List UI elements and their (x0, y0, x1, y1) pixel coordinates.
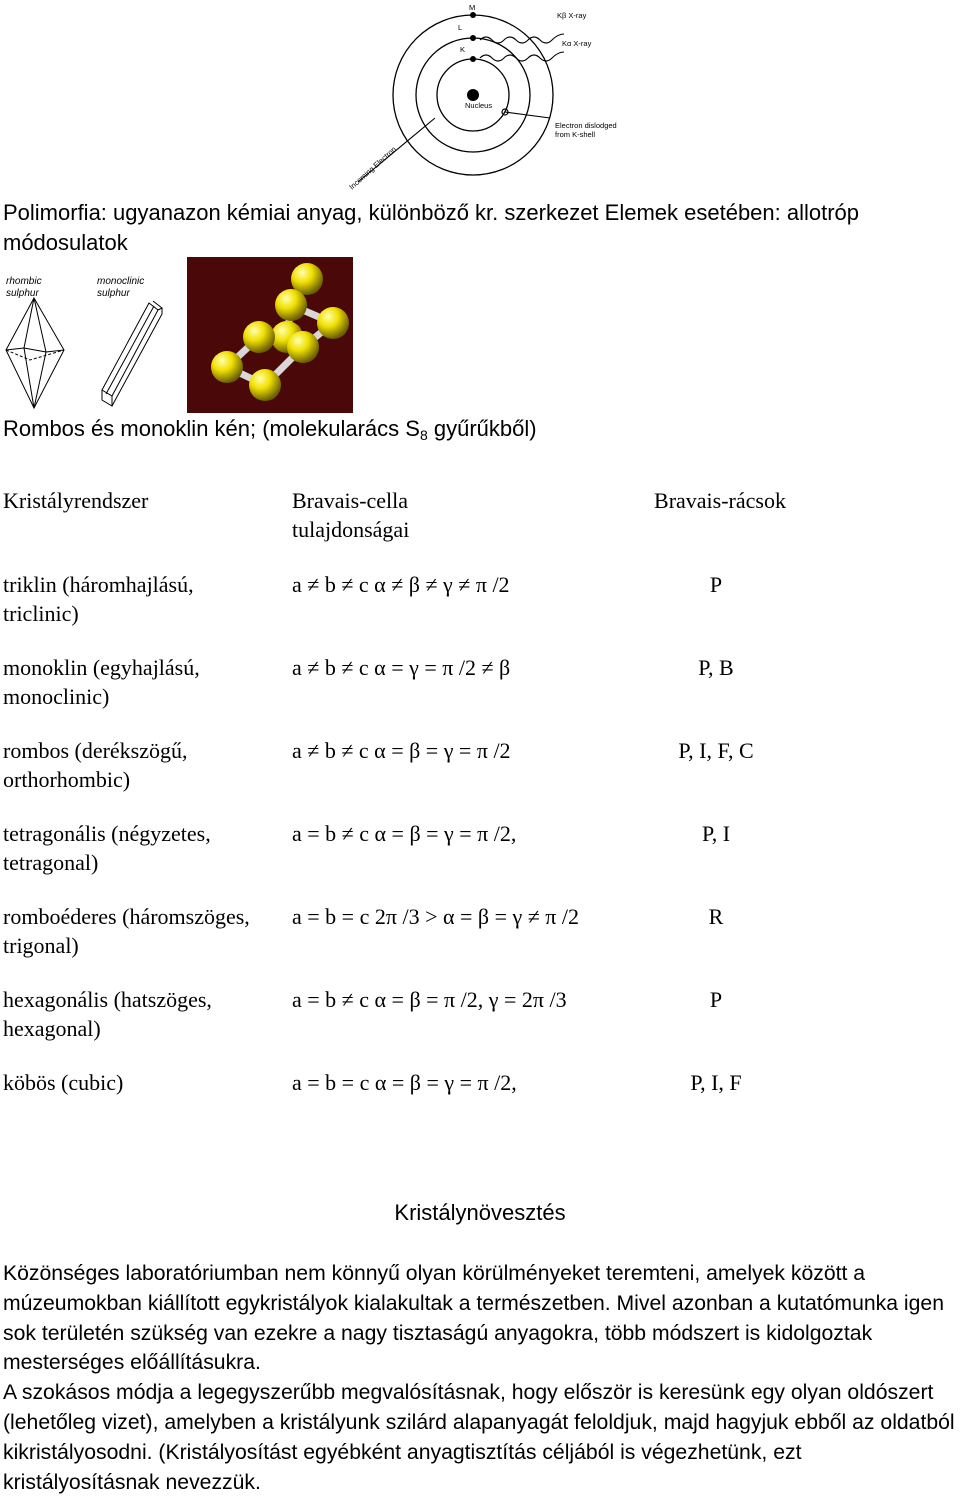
growth-paragraph-2: A szokásos módja a legegyszerűbb megvalósításnak, hogy először is keresünk egy olyan oldószert (lehetőleg vizet), amelyben a kristályunk szilárd alapanyagát feloldjuk, majd hagyjuk ebből az oldatból kikristályosodni. (Kristályosítást egyébként anyagtisztítás céljából is végezhetünk, ezt kristályosításnak nevezzük. (3, 1381, 955, 1494)
label-monoclinic-sulphur: sulphur (97, 288, 130, 299)
s8-molecule-image (187, 257, 353, 413)
ka-xray-wave (480, 52, 564, 61)
row-cell-trigonal: a = b = c 2π /3 > α = β = γ ≠ π /2 (292, 904, 580, 929)
row-system-trigonal: romboéderes (háromszöges, trigonal) (3, 904, 250, 958)
caption-text: Rombos és monoklin kén; (molekularács S (3, 416, 420, 441)
label-incoming-electron: Incoming Electron (347, 144, 398, 192)
row-lattice-tetragonal: P, I (701, 821, 731, 846)
growth-paragraph-1: Közönséges laboratóriumban nem könnyű olyan körülményeket teremteni, amelyek között a múzeumokban kiállított egykristályok kialakultak a természetben. Mivel azonban a kutatómunka igen sok területén szükség van ezekre a nagy tisztaságú anyagokra, több módszert is kidolgoztak mesterséges előállításukra. (3, 1262, 944, 1375)
label-monoclinic: monoclinic (97, 276, 145, 287)
label-rhombic: rhombic (6, 276, 42, 287)
sulphur-caption (3, 414, 537, 444)
row-cell-orthorhombic: a ≠ b ≠ c α = β = γ = π /2 (292, 738, 511, 763)
header-crystal-system: Kristályrendszer (3, 488, 149, 513)
polymorphism-intro: Polimorfia: ugyanazon kémiai anyag, különböző kr. szerkezet Elemek esetében: allotróp módosulatok (3, 200, 860, 255)
row-lattice-monoclinic: P, B (698, 655, 734, 680)
label-m: M (469, 3, 476, 12)
row-lattice-hexagonal: P (709, 987, 723, 1012)
row-cell-monoclinic: a ≠ b ≠ c α = γ = π /2 ≠ β (292, 655, 511, 680)
label-l: L (458, 23, 463, 32)
electron-k (470, 56, 476, 62)
sulphur-crystal-drawings (2, 268, 182, 413)
row-system-hexagonal: hexagonális (hatszöges, hexagonal) (3, 987, 212, 1041)
row-system-tetragonal: tetragonális (négyzetes, tetragonal) (3, 821, 211, 875)
label-rhombic-sulphur: sulphur (6, 288, 39, 299)
caption-subscript: 8 (419, 427, 428, 443)
row-system-orthorhombic: rombos (derékszögű, orthorhombic) (3, 738, 188, 792)
row-lattice-cubic: P, I, F (690, 1070, 742, 1095)
electron-m (470, 12, 476, 18)
section-title-crystal-growing: Kristálynövesztés (394, 1200, 566, 1225)
row-lattice-orthorhombic: P, I, F, C (678, 738, 754, 763)
row-lattice-trigonal: R (708, 904, 724, 929)
row-system-monoclinic: monoklin (egyhajlású, monoclinic) (3, 655, 200, 709)
monoclinic-crystal-icon (102, 301, 162, 406)
label-k: K (460, 45, 466, 54)
crystal-growing-text (3, 1259, 960, 1497)
header-bravais-cell: Bravais-cella tulajdonságai (292, 488, 410, 542)
row-cell-cubic: a = b = c α = β = γ = π /2, (292, 1070, 517, 1095)
nucleus-dot (467, 89, 479, 101)
label-ka-xray: Kα X-ray (562, 39, 592, 48)
row-cell-hexagonal: a = b ≠ c α = β = π /2, γ = 2π /3 (292, 987, 567, 1012)
row-system-cubic: köbös (cubic) (3, 1070, 124, 1095)
label-electron-dislodged: Electron dislodged (555, 121, 617, 130)
label-from-k-shell: from K-shell (555, 130, 596, 139)
row-lattice-triclinic: P (709, 572, 723, 597)
row-cell-triclinic: a ≠ b ≠ c α ≠ β ≠ γ ≠ π /2 (292, 572, 510, 597)
label-kb-xray: Kβ X-ray (557, 11, 587, 20)
rhombic-crystal-icon (6, 298, 64, 408)
label-nucleus: Nucleus (465, 101, 493, 110)
electron-l (470, 35, 476, 41)
row-system-triclinic: triklin (háromhajlású, triclinic) (3, 572, 194, 626)
row-cell-tetragonal: a = b ≠ c α = β = γ = π /2, (292, 821, 517, 846)
header-bravais-lattices: Bravais-rácsok (654, 488, 786, 513)
caption-text-end: gyűrűkből) (427, 416, 537, 441)
atom-xray-diagram (340, 0, 630, 200)
